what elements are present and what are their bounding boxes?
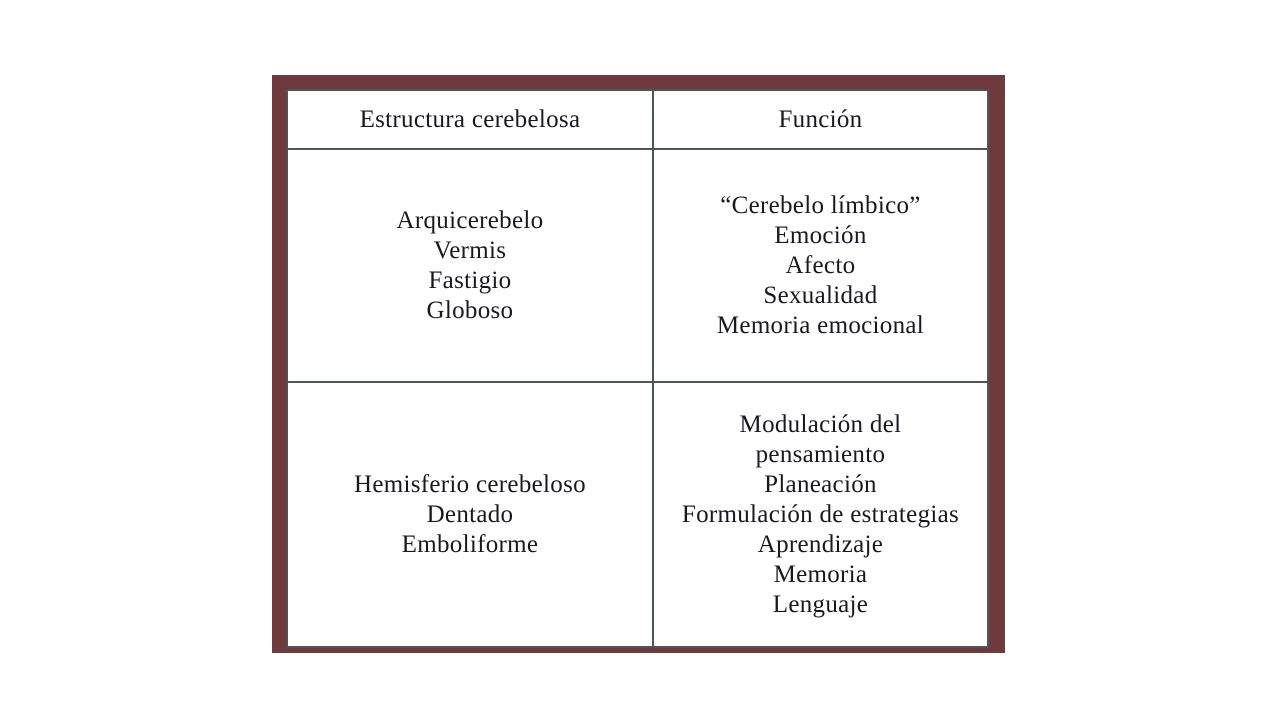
cell-line: Emoción [774, 221, 867, 249]
table-row [287, 382, 988, 647]
cell-line: Lenguaje [772, 590, 869, 618]
cell-line: Planeación [764, 470, 877, 498]
cell-estructura-2 [287, 382, 653, 647]
cell-line: Sexualidad [763, 281, 878, 309]
cell-line: Emboliforme [401, 530, 539, 558]
cell-line: “Cerebelo límbico” [720, 191, 921, 219]
cell-line: Vermis [433, 236, 507, 264]
header-estructura-label: Estructura cerebelosa [359, 105, 581, 133]
header-estructura [287, 90, 653, 149]
cell-funcion-1 [653, 149, 988, 382]
header-funcion-label: Función [778, 105, 863, 133]
cell-line: Fastigio [428, 266, 512, 294]
cell-line: Afecto [785, 251, 856, 279]
cell-line: Arquicerebelo [396, 206, 544, 234]
cell-line: Memoria [773, 560, 868, 588]
table-row [287, 149, 988, 382]
table-header-row [287, 90, 988, 149]
cell-line: Formulación de estrategias [681, 500, 960, 528]
cell-line: Modulación del [739, 410, 902, 438]
table-frame [272, 75, 1005, 653]
cell-line: pensamiento [755, 440, 886, 468]
cerebellum-table [286, 89, 989, 648]
cell-line: Aprendizaje [757, 530, 884, 558]
cell-funcion-2 [653, 382, 988, 647]
cell-line: Dentado [426, 500, 514, 528]
header-funcion [653, 90, 988, 149]
cell-line: Globoso [426, 296, 514, 324]
cell-line: Memoria emocional [716, 311, 925, 339]
cell-line: Hemisferio cerebeloso [354, 470, 586, 498]
cell-estructura-1 [287, 149, 653, 382]
